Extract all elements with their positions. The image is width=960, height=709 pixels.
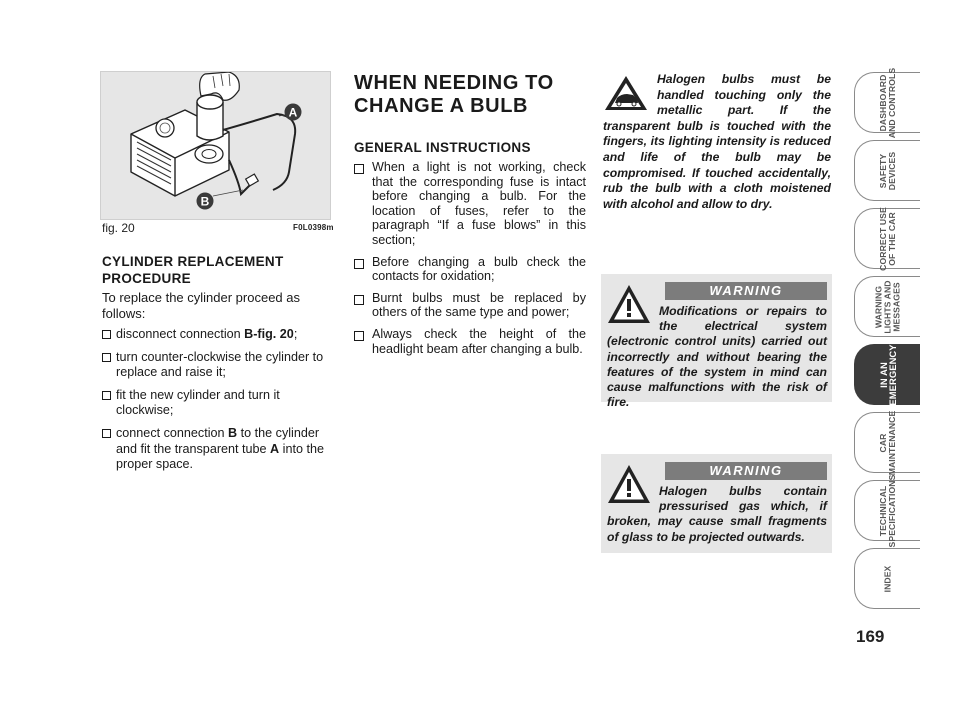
page-number: 169 <box>856 627 885 646</box>
checkbox-bullet-icon <box>354 295 364 305</box>
warning-header: WARNING <box>665 462 827 480</box>
label-a: A <box>288 105 298 120</box>
figure-code: F0L0398m <box>293 223 334 232</box>
checkbox-bullet-icon <box>102 429 111 438</box>
cylinder-section-title: CYLINDER REPLACEMENT PROCEDURE <box>102 254 284 286</box>
list-item: Always check the height of the headlight beam after changing a bulb. <box>354 327 586 356</box>
page-title: WHEN NEEDING TO CHANGE A BULB <box>354 72 554 117</box>
warning-header: WARNING <box>665 282 827 300</box>
tab-safety-devices[interactable]: SAFETY DEVICES <box>854 140 920 201</box>
warning-box-pressurised-gas <box>601 454 832 553</box>
car-caution-icon <box>603 74 649 112</box>
warning-box-electrical <box>601 274 832 410</box>
checkbox-bullet-icon <box>354 331 364 341</box>
tab-technical-specifications[interactable]: TECHNICAL SPECIFICATIONS <box>854 480 920 541</box>
list-item: Before changing a bulb check the contacts for oxidation; <box>354 255 586 284</box>
list-item: connect connection B to the cylinder and fit the transparent tube A into the proper space. <box>102 426 334 473</box>
tab-correct-use-of-the-car[interactable]: CORRECT USE OF THE CAR <box>854 208 920 269</box>
warning-triangle-icon <box>607 284 651 324</box>
warning-triangle-icon <box>607 464 651 504</box>
list-item: When a light is not working, check that the corresponding fuse is intact before changing a bulb. For the location of fuses, refer to the paragraph “If a fuse blows” in this section; <box>354 160 586 248</box>
list-item: turn counter-clockwise the cylinder to replace and raise it; <box>102 350 334 381</box>
list-item: fit the new cylinder and turn it clockwise; <box>102 388 334 419</box>
compressor-drawing <box>101 72 331 220</box>
general-instructions-list <box>354 160 586 363</box>
warning-text: Modifications or repairs to the electrical system (electronic control units) carried out incorrectly and without bearing the features of the system in mind can cause malfunctions with the risk of fire. <box>607 304 827 410</box>
tab-dashboard-and-controls[interactable]: DASHBOARD AND CONTROLS <box>854 72 920 133</box>
checkbox-bullet-icon <box>354 164 364 174</box>
label-b: B <box>200 194 210 209</box>
checkbox-bullet-icon <box>102 330 111 339</box>
tab-warning-lights-and-messages[interactable]: WARNING LIGHTS AND MESSAGES <box>854 276 920 337</box>
cylinder-steps-list <box>102 327 334 480</box>
cylinder-intro: To replace the cylinder proceed as follows: <box>102 290 301 321</box>
checkbox-bullet-icon <box>102 353 111 362</box>
checkbox-bullet-icon <box>354 259 364 269</box>
checkbox-bullet-icon <box>102 391 111 400</box>
compressor-illustration <box>100 71 331 220</box>
list-item: disconnect connection B-fig. 20; <box>102 327 334 343</box>
warning-text: Halogen bulbs contain pressurised gas which, if broken, may cause small fragments of glass to be projected outwards. <box>607 484 827 544</box>
list-item: Burnt bulbs must be replaced by others of the same type and power; <box>354 291 586 320</box>
general-instructions-title: GENERAL INSTRUCTIONS <box>354 140 531 155</box>
tab-index[interactable]: INDEX <box>854 548 920 609</box>
tab-car-maintenance[interactable]: CAR MAINTENANCE <box>854 412 920 473</box>
figure-caption: fig. 20 <box>102 221 135 235</box>
tab-in-an-emergency[interactable]: IN AN EMERGENCY <box>854 344 920 405</box>
halogen-handling-note: Halogen bulbs must be handled touching only the metallic part. If the transparent bulb is touched with the fingers, its lighting intensity is reduced and life of the bulb may be compromised. If touched accidentally, rub the bulb with a cloth moistened with alcohol and allow to dry. <box>603 72 831 211</box>
